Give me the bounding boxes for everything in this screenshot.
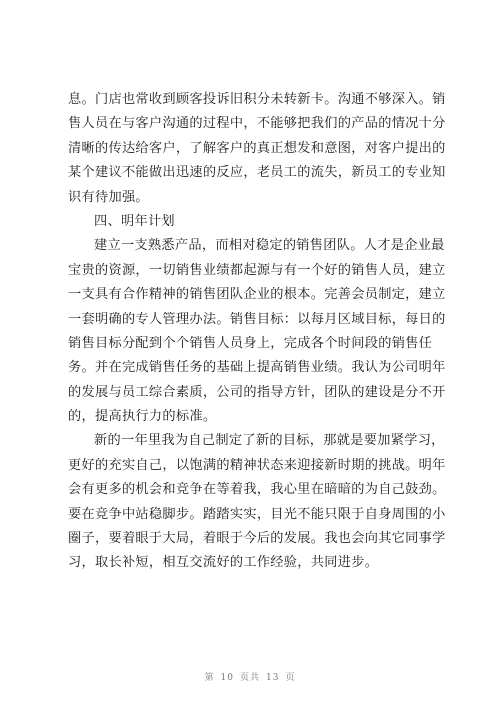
paragraph-sales-team — [68, 234, 444, 429]
text-line: 新的一年里我为自己制定了新的目标，那就是要加紧学习， — [94, 433, 445, 449]
footer-suffix: 页 — [285, 673, 296, 683]
text-line: 建立一支熟悉产品，而相对稳定的销售团队。人才是企业最 — [94, 238, 445, 254]
text-line: 息。门店也常收到顾客投诉旧积分未转新卡。沟通不够深入。销 — [68, 92, 446, 107]
text-line: 宝贵的资源，一切销售业绩都起源与有一个好的销售人员，建立 — [68, 262, 446, 278]
text-line: 某个建议不能做出迅速的反应，老员工的流失，新员工的专业知 — [68, 165, 446, 181]
section-heading-next-year-plan — [68, 210, 444, 234]
text-line: 务。并在完成销售任务的基础上提高销售业绩。我认为公司明年 — [68, 360, 446, 376]
page-footer — [0, 670, 500, 683]
text-line: 要在竞争中站稳脚步。踏踏实实，目光不能只限于自身周围的小 — [68, 506, 446, 522]
footer-prefix: 第 — [204, 673, 215, 683]
text-line: 识有待加强。 — [68, 189, 149, 205]
text-line: 一支具有合作精神的销售团队企业的根本。完善会员制定，建立 — [68, 287, 446, 303]
text-line: 习，取长补短，相互交流好的工作经验，共同进步。 — [68, 555, 379, 571]
text-line: 圈子，要着眼于大局，着眼于今后的发展。我也会向其它同事学 — [68, 531, 446, 547]
text-line: 售人员在与客户沟通的过程中，不能够把我们的产品的情况十分 — [68, 116, 446, 132]
footer-middle: 页共 — [239, 673, 260, 683]
text-line: 的发展与员工综合素质，公司的指导方针，团队的建设是分不开 — [68, 384, 446, 400]
section-heading: 四、明年计划 — [94, 213, 175, 229]
text-line: 清晰的传达给客户，了解客户的真正想发和意图，对客户提出的 — [68, 140, 446, 156]
text-line: 更好的充实自己，以饱满的精神状态来迎接新时期的挑战。明年 — [68, 457, 446, 473]
document-body — [68, 88, 444, 576]
paragraph-store-issues — [68, 88, 444, 210]
paragraph-new-goals — [68, 429, 444, 575]
text-line: 一套明确的专人管理办法。销售目标：以每月区域目标，每日的 — [68, 311, 446, 327]
current-page-number: 10 — [220, 673, 234, 683]
text-line: 会有更多的机会和竞争在等着我，我心里在暗暗的为自己鼓劲。 — [68, 482, 446, 498]
total-page-count: 13 — [266, 673, 280, 683]
text-line: 的，提高执行力的标准。 — [68, 409, 217, 425]
text-line: 销售目标分配到个个销售人员身上，完成各个时间段的销售任 — [68, 335, 433, 351]
